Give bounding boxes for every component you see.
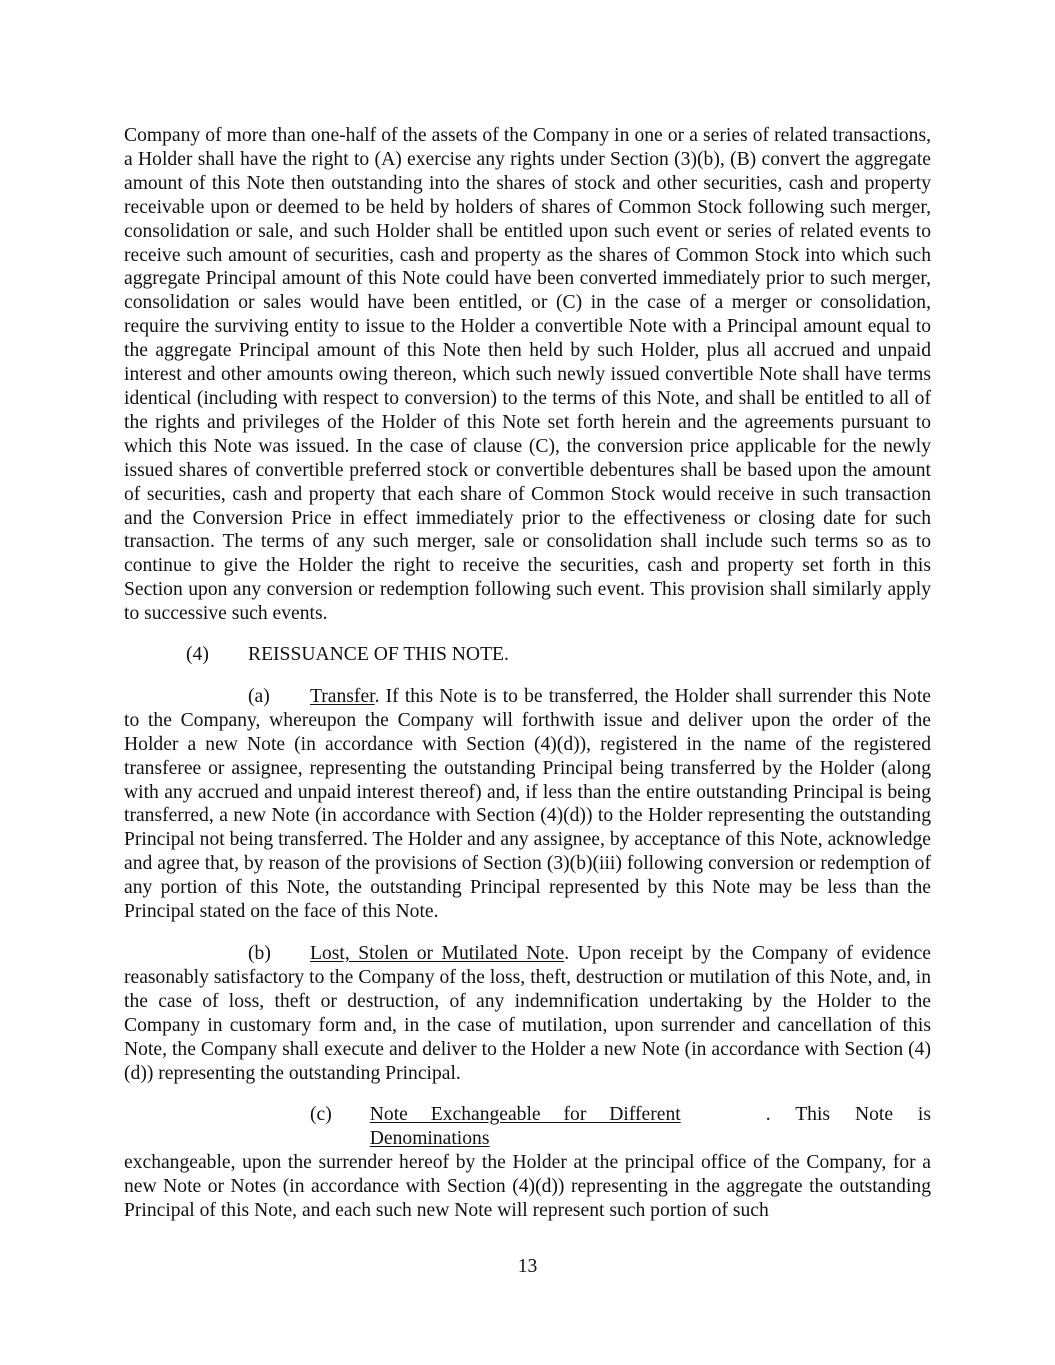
subsection-a-heading: Transfer [310,685,375,707]
subsection-c-body-head: . This Note is [765,1104,931,1126]
subsection-a-body: . If this Note is to be transferred, the Holder shall surrender this Note to the Company, whereupon the Company will forthwith issue and deliver upon the order of the Holder a new Note (in accordance with Section (4)(d)), registered in the name of the registered transferee or assignee, representing the outstanding Principal being transferred by the Holder (along with any accrued and unpaid interest thereof) and, if less than the entire outstanding Principal is being transferred, a new Note (in accordance with Section (4)(d)) to the Holder representing the outstanding Principal not being transferred. The Holder and any assignee, by acceptance of this Note, acknowledge and agree that, by reason of the provisions of Section (3)(b)(iii) following conversion or redemption of any portion of this Note, the outstanding Principal represented by this Note may be less than the Principal stated on the face of this Note. [124,685,931,923]
subsection-c [124,1103,931,1223]
subsection-a-label: (a) [248,685,270,707]
subsection-c-label: (c) [310,1104,332,1126]
subsection-b [124,942,931,1085]
subsection-b-body: . Upon receipt by the Company of evidence reasonably satisfactory to the Company of the loss, theft, destruction or mutilation of this Note, and, in the case of loss, theft or destruction, of any indemnification undertaking by the Holder to the Company in customary form and, in the case of mutilation, upon surrender and cancellation of this Note, the Company shall execute and deliver to the Holder a new Note (in accordance with Section (4)(d)) representing the outstanding Principal. [124,943,931,1084]
section-4-heading [186,643,931,667]
subsection-c-heading [370,1103,766,1151]
intro-paragraph: Company of more than one-half of the assets of the Company in one or a series of related transactions, a Holder shall have the right to (A) exercise any rights under Section (3)(b), (B) convert the aggregate amount of this Note then outstanding into the shares of stock and other securities, cash and property receivable upon or deemed to be held by holders of shares of Common Stock following such merger, consolidation or sale, and such Holder shall be entitled upon such event or series of related events to receive such amount of securities, cash and property as the shares of Common Stock into which such aggregate Principal amount of this Note could have been converted immediately prior to such merger, consolidation or sales would have been entitled, or (C) in the case of a merger or consolidation, require the surviving entity to issue to the Holder a convertible Note with a Principal amount equal to the aggregate Principal amount of this Note then held by such Holder, plus all accrued and unpaid interest and other amounts owing thereon, which such newly issued convertible Note shall have terms identical (including with respect to conversion) to the terms of this Note, and shall be entitled to all of the rights and privileges of the Holder of this Note set forth herein and the agreements pursuant to which this Note was issued. In the case of clause (C), the conversion price applicable for the newly issued shares of convertible preferred stock or convertible debentures shall be based upon the amount of securities, cash and property that each share of Common Stock would receive in such transaction and the Conversion Price in effect immediately prior to the effectiveness or closing date for such transaction. The terms of any such merger, sale or consolidation shall include such terms so as to continue to give the Holder the right to receive the securities, cash and property set forth in this Section upon any conversion or redemption following such event. This provision shall similarly apply to successive such events. [124,125,931,625]
subsection-b-label: (b) [248,943,271,964]
section-4-number: (4) [186,644,209,666]
subsection-a [124,685,931,924]
subsection-c-body: exchangeable, upon the surrender hereof by the Holder at the principal office of the Company, for a new Note or Notes (in accordance with Section (4)(d)) representing in the aggregate the outstanding Principal of this Note, and each such new Note will represent such portion of such [124,1152,931,1222]
subsection-b-heading: Lost, Stolen or Mutilated Note [310,943,565,964]
page-number: 13 [517,1256,538,1277]
section-4-title: REISSUANCE OF THIS NOTE. [248,644,509,666]
subsection-c-heading-text: Note Exchangeable for Different Denominations [369,1104,681,1150]
document-page [124,124,931,1223]
subsection-c-first-line [124,1103,931,1151]
